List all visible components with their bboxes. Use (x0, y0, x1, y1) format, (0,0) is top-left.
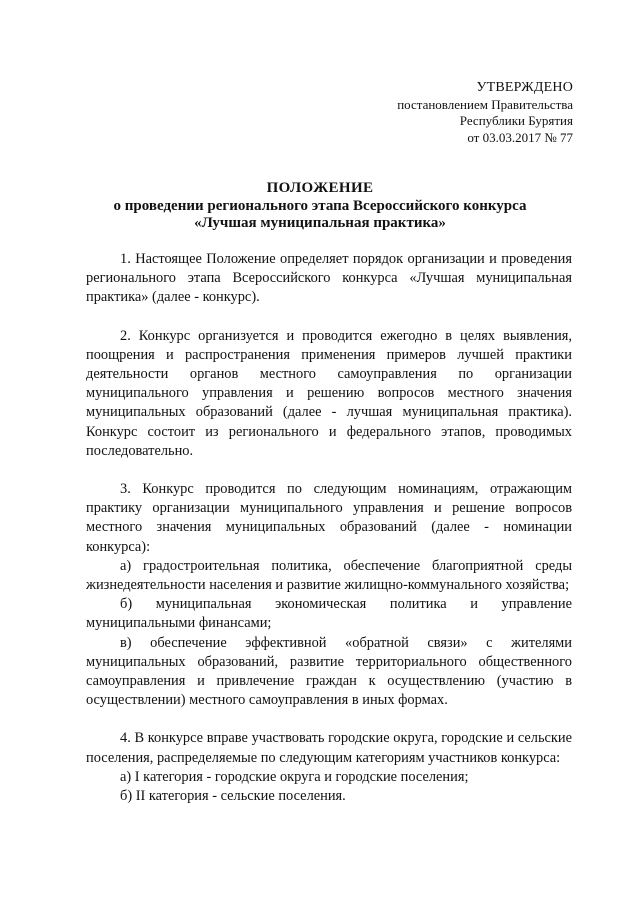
paragraph-3-item-b: б) муниципальная экономическая политика и управление муниципальными финансами; (86, 596, 572, 632)
approval-title: УТВЕРЖДЕНО (476, 80, 573, 95)
paragraph-4: 4. В конкурсе вправе участвовать городские округа, городские и сельские поселения, распределяемые по следующим категориям участников конкурса: (86, 730, 572, 766)
paragraph-3-item-c: в) обеспечение эффективной «обратной связи» с жителями муниципальных образований, развитие территориального общественного самоуправления и привлечение граждан к осуществлению (участию в осуществлении) местного самоуправления в иных формах. (86, 634, 572, 709)
paragraph-1: 1. Настоящее Положение определяет порядок организации и проведения регионального этапа Всероссийского конкурса «Лучшая муниципальная практика» (далее - конкурс). (86, 251, 572, 306)
paragraph-4-item-a: а) I категория - городские округа и городские поселения; (120, 768, 469, 785)
approval-line-date: от 03.03.2017 № 77 (467, 129, 573, 145)
paragraph-3: 3. Конкурс проводится по следующим номинациям, отражающим практику организации муниципального управления и решение вопросов местного значения муниципальных образований (далее - номинации конкурса): (86, 481, 572, 555)
paragraph-2: 2. Конкурс организуется и проводится ежегодно в целях выявления, поощрения и распространения применения примеров лучшей практики деятельности органов местного самоуправления по организации муниципального управления и решению вопросов местного значения муниципальных образований (далее - лучшая муниципальная практика). Конкурс состоит из регионального и федерального этапов, проводимых последовательно. (86, 327, 572, 459)
document-subtitle-line2: «Лучшая муниципальная практика» (194, 215, 446, 231)
approval-line-republic: Республики Бурятия (459, 113, 573, 128)
document-title: ПОЛОЖЕНИЕ (266, 180, 374, 196)
approval-line-decree: постановлением Правительства (397, 96, 573, 112)
document-heading (110, 180, 530, 233)
paragraph-4-item-b: б) II категория - сельские поселения. (120, 788, 346, 805)
paragraph-3-item-a: а) градостроительная политика, обеспечение благоприятной среды жизнедеятельности населения и развитие жилищно-коммунального хозяйства; (86, 557, 572, 594)
document-subtitle-line1: о проведении регионального этапа Всероссийского конкурса (113, 197, 527, 214)
document-body (86, 250, 572, 806)
approval-stamp (397, 80, 573, 146)
